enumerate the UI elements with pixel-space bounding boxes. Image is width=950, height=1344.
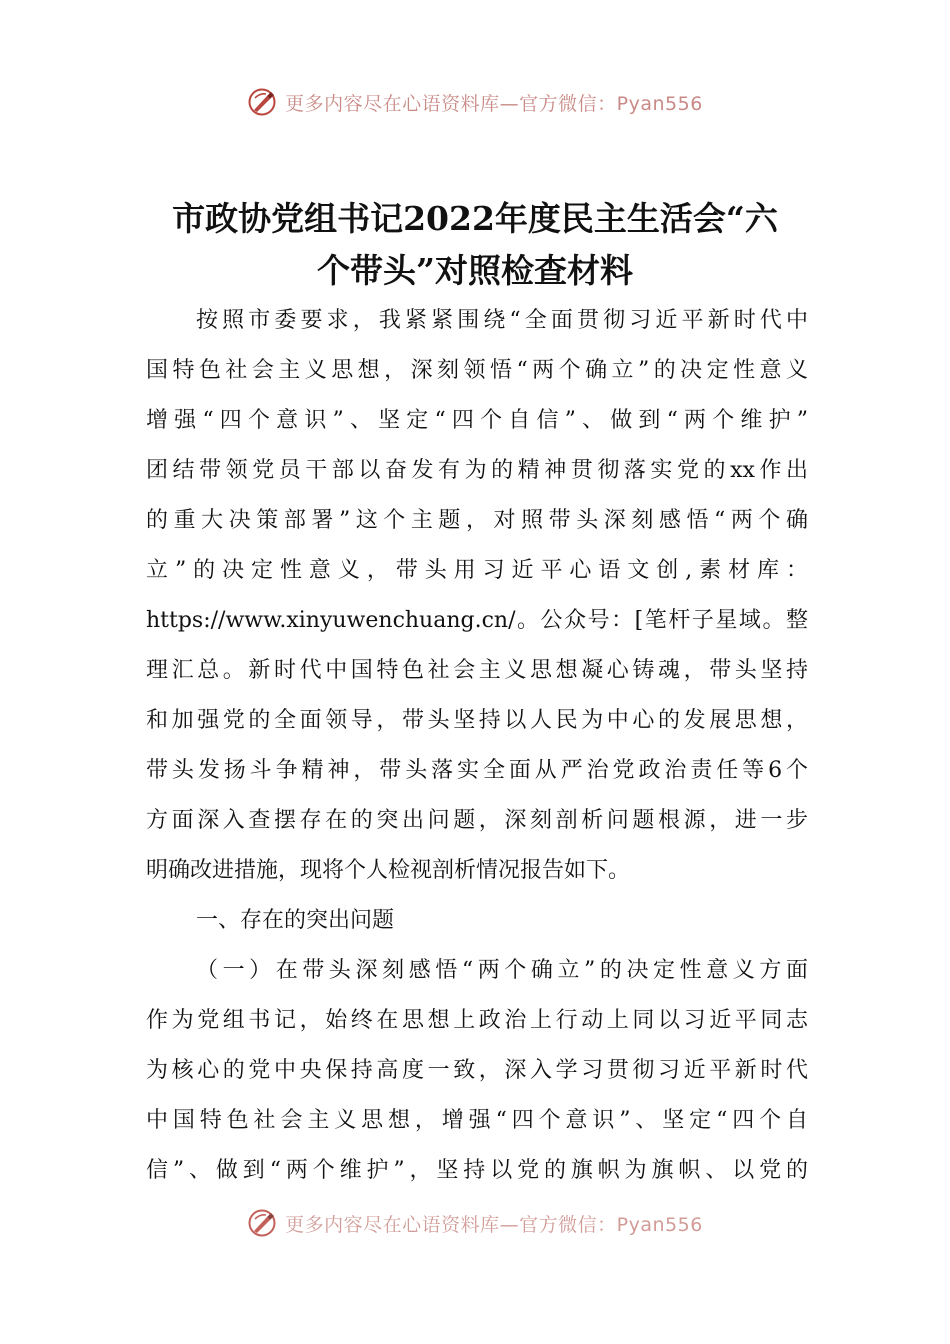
paragraph-line: 立”的决定性意义，带头用习近平心语文创,素材库： [146,558,808,583]
paragraph-line: 明确改进措施，现将个人检视剖析情况报告如下。 [146,858,631,883]
footer-watermark [0,1206,950,1240]
paragraph-line: 按照市委要求，我紧紧围绕“全面贯彻习近平新时代中 [196,308,808,333]
subsection-line: 为核心的党中央保持高度一致，深入学习贯彻习近平新时代 [146,1058,808,1083]
paragraph-line: 的重大决策部署”这个主题，对照带头深刻感悟“两个确 [146,508,808,533]
header-watermark [0,84,950,120]
watermark-text: 更多内容尽在心语资料库—官方微信：Pyan556 [285,1213,703,1236]
paragraph-line: 带头发扬斗争精神，带头落实全面从严治党政治责任等6个 [146,758,808,783]
title-line: 市政协党组书记2022年度民主生活会“六 [172,199,778,238]
pen-logo-icon [247,87,277,117]
paragraph-line: https://www.xinyuwenchuang.cn/。公众号：[笔杆子星域。整 [146,608,808,633]
document-body [146,296,808,1196]
paragraph-line: 增强“四个意识”、坚定“四个自信”、做到“两个维护” [146,408,808,433]
paragraph-line: 国特色社会主义思想，深刻领悟“两个确立”的决定性意义 [146,358,808,383]
paragraph-line: 方面深入查摆存在的突出问题，深刻剖析问题根源，进一步 [146,808,808,833]
title-line: 个带头”对照检查材料 [317,251,633,290]
watermark-text: 更多内容尽在心语资料库—官方微信：Pyan556 [285,92,703,115]
paragraph-line: 理汇总。新时代中国特色社会主义思想凝心铸魂，带头坚持 [146,658,808,683]
paragraph-line: 团结带领党员干部以奋发有为的精神贯彻落实党的xx作出 [146,458,808,483]
paragraph-line: 和加强党的全面领导，带头坚持以人民为中心的发展思想， [146,708,808,733]
subsection-line: 信”、做到“两个维护”，坚持以党的旗帜为旗帜、以党的 [146,1158,808,1183]
subsection-line: （一）在带头深刻感悟“两个确立”的决定性意义方面 [196,958,808,983]
pen-logo-icon [247,1208,277,1238]
subsection-line: 中国特色社会主义思想，增强“四个意识”、坚定“四个自 [146,1108,808,1133]
document-title [120,193,830,297]
section-heading: 一、存在的突出问题 [196,908,395,933]
subsection-line: 作为党组书记，始终在思想上政治上行动上同以习近平同志 [146,1008,808,1033]
